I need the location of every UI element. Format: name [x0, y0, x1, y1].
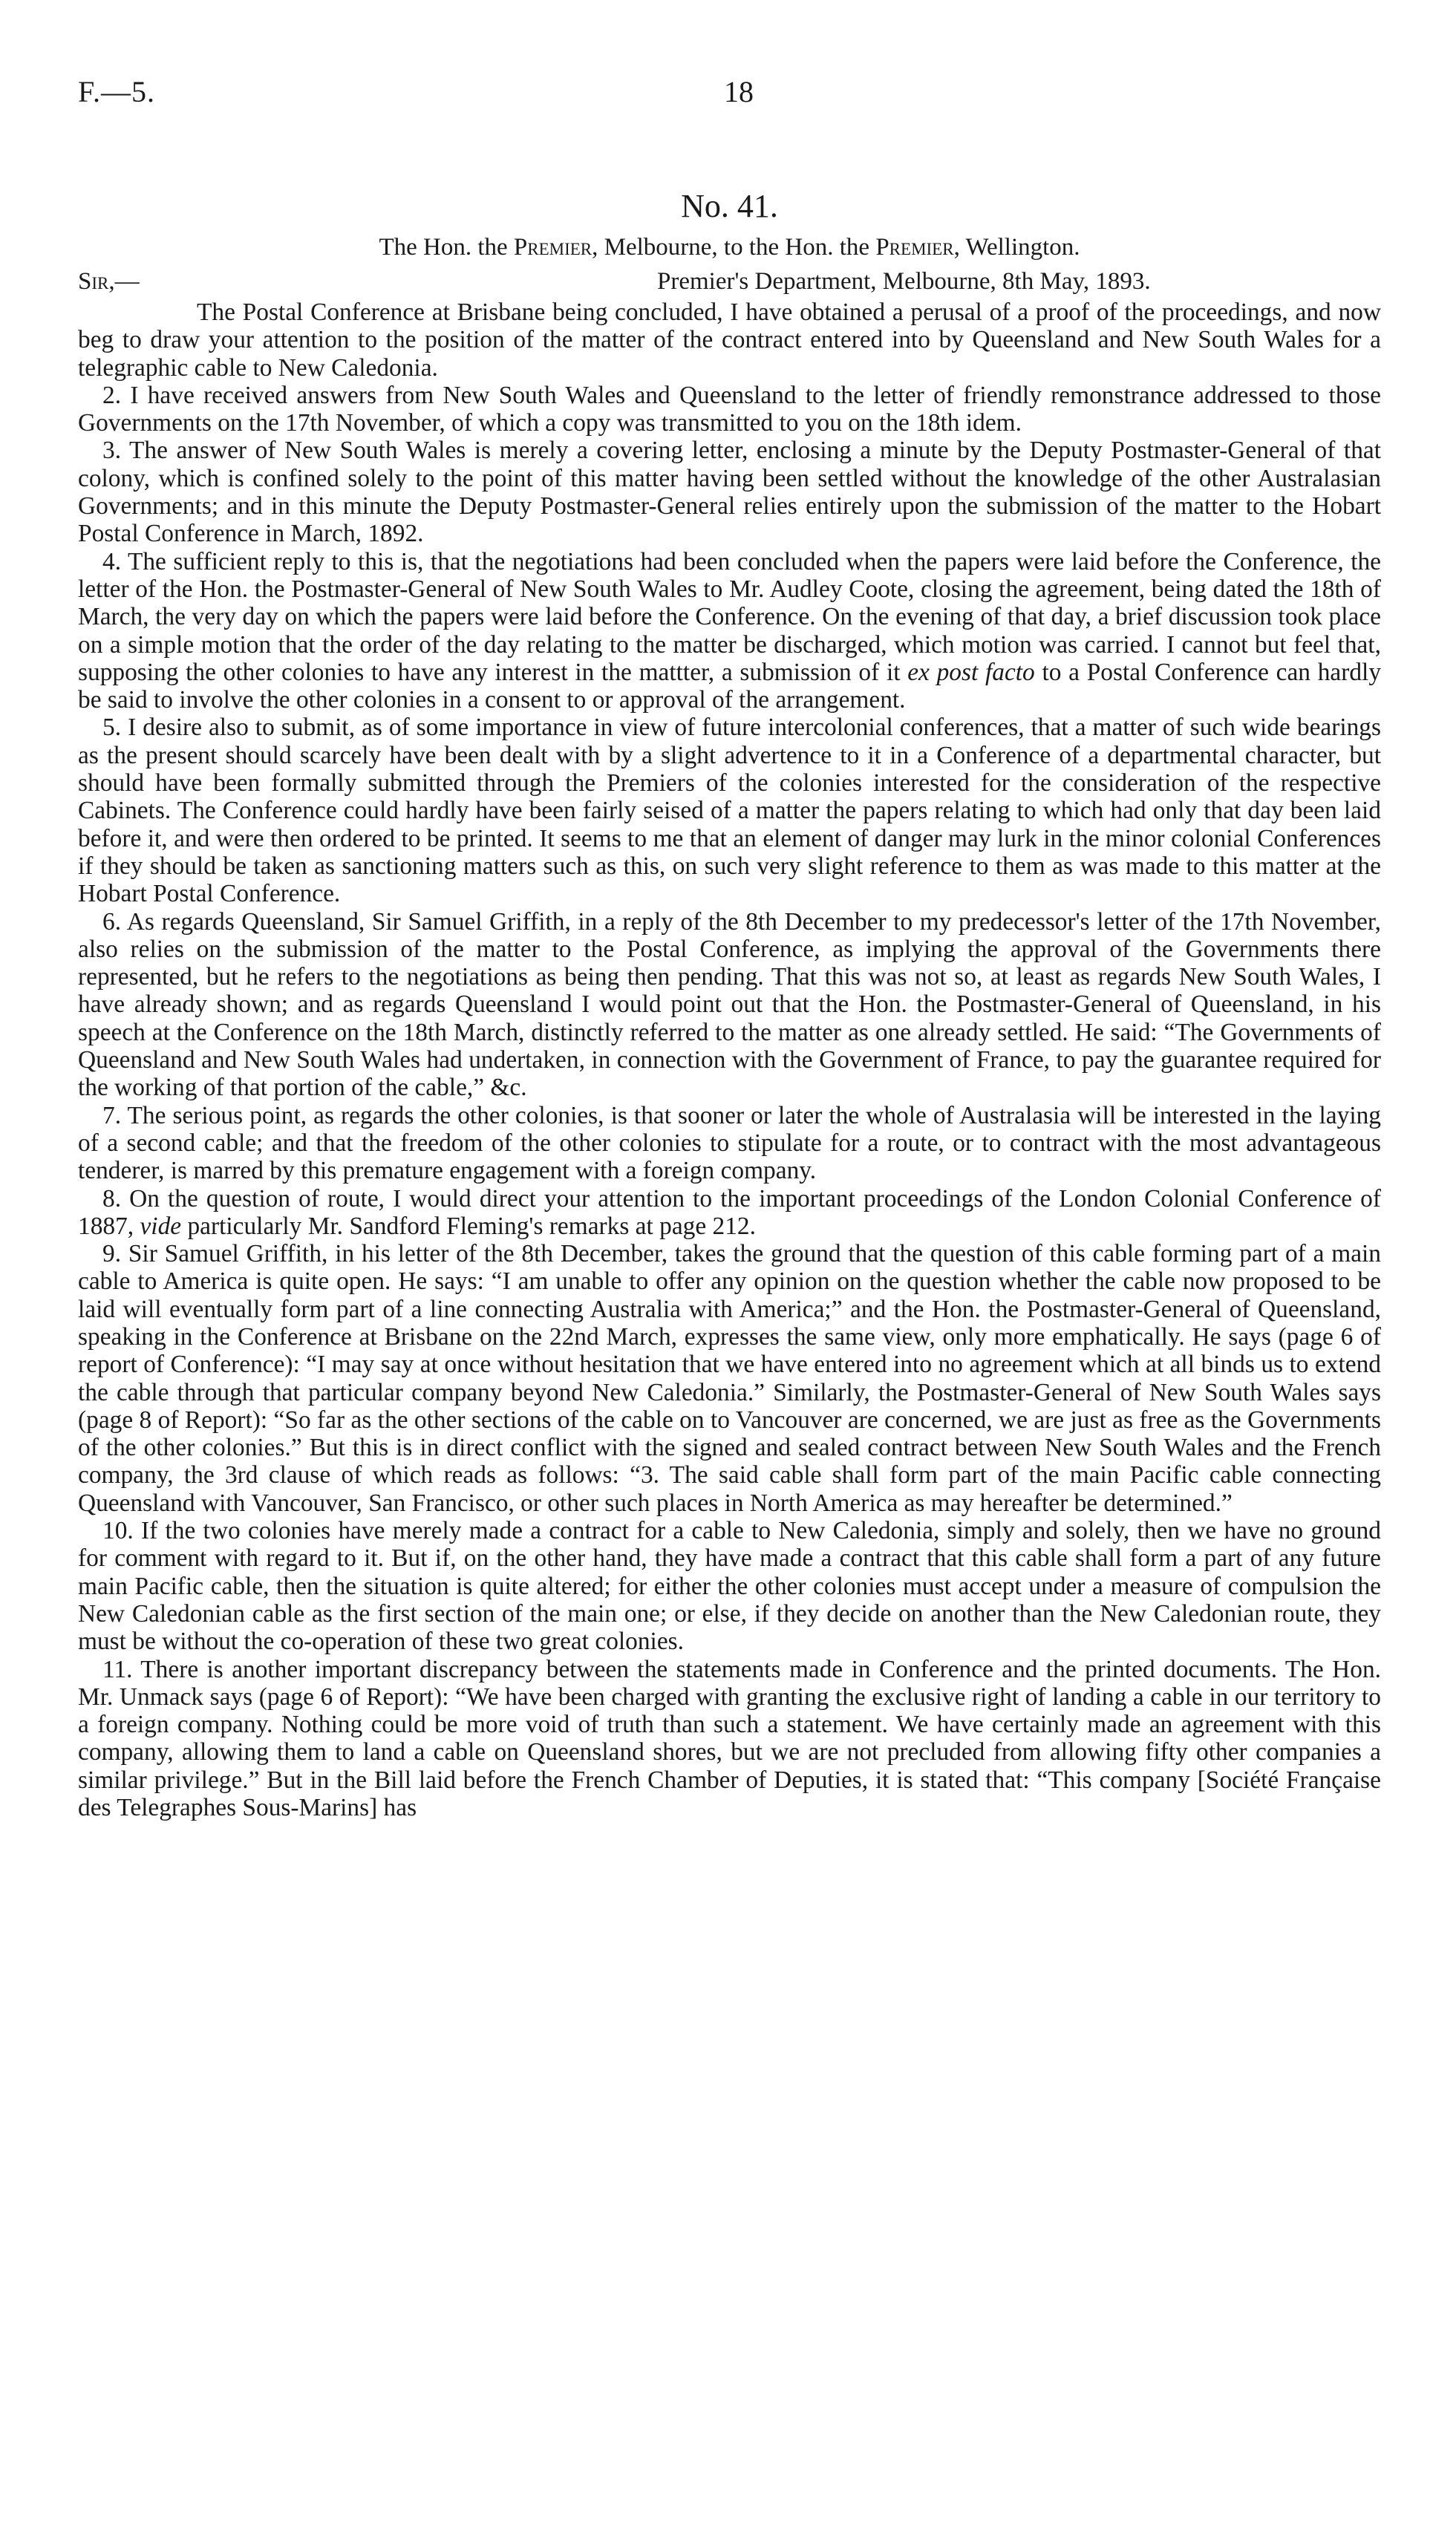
- paragraph: 9. Sir Samuel Griffith, in his letter of the 8th December, takes the ground that the question of this cable forming part of a main cable to America is quite open. He says: “I am unable to offer any opinion on the question whether the cable now proposed to be laid will eventually form part of a line connecting Australia with America;” and the Hon. the Postmaster-General of Queensland, speaking in the Conference at Brisbane on the 22nd March, expresses the same view, only more emphatically. He says (page 6 of report of Conference): “I may say at once without hesitation that we have entered into no agreement which at all binds us to extend the cable through that particular company beyond New Caledonia.” Similarly, the Postmaster-General of New South Wales says (page 8 of Report): “So far as the other sections of the cable on to Vancouver are concerned, we are just as free as the Governments of the other colonies.” But this is in direct conflict with the signed and sealed contract between New South Wales and the French company, the 3rd clause of which reads as follows: “3. The said cable shall form part of the main Pacific cable connecting Queensland with Vancouver, San Francisco, or other such places in North America as may hereafter be determined.”: [78, 1240, 1381, 1517]
- latin-phrase: vide: [140, 1212, 182, 1240]
- document-reference: F.—5.: [78, 75, 156, 108]
- paragraph: 6. As regards Queensland, Sir Samuel Griffith, in a reply of the 8th December to my predecessor's letter of the 17th November, also relies on the submission of the matter to the Postal Conference, as implying the approval of the Governments there represented, but he refers to the negotiations as being then pending. That this was not so, at least as regards New South Wales, I have already shown; and as regards Queensland I would point out that the Hon. the Postmaster-General of Queensland, in his speech at the Conference on the 18th March, distinctly referred to the matter as one already settled. He said: “The Governments of Queensland and New South Wales had undertaken, in connection with the Government of France, to pay the guarantee required for the working of that portion of the cable,” &c.: [78, 907, 1381, 1102]
- latin-phrase: ex post facto: [907, 658, 1035, 686]
- salutation: Sir,—: [78, 268, 140, 295]
- addressee-prefix: The Hon. the: [379, 234, 514, 261]
- paragraph-text: 8. On the question of route, I would direct your attention to the important proceedings of the London Colonial Conference of 1887,: [78, 1184, 1381, 1240]
- addressee-middle: , Melbourne, to the Hon. the: [592, 234, 876, 261]
- paragraph-text: particularly Mr. Sandford Fleming's remarks at page 212.: [181, 1212, 756, 1240]
- paragraph: 10. If the two colonies have merely made a contract for a cable to New Caledonia, simply and solely, then we have no ground for comment with regard to it. But if, on the other hand, they have made a contract that this cable shall form a part of any future main Pacific cable, then the situation is quite altered; for either the other colonies must accept under a measure of compulsion the New Caledonian cable as the first section of the main one; or else, if they decide on another than the New Caledonian route, they must be without the co-operation of these two great colonies.: [78, 1517, 1381, 1656]
- addressee-line: [78, 230, 1381, 264]
- paragraph: 11. There is another important discrepancy between the statements made in Conference and the printed documents. The Hon. Mr. Unmack says (page 6 of Report): “We have been charged with granting the exclusive right of landing a cable in our territory to a foreign company. Nothing could be more void of truth than such a statement. We have certainly made an agreement with this company, allowing them to land a cable on Queensland shores, but we are not precluded from allowing fifty other companies a similar privilege.” But in the Bill laid before the French Chamber of Deputies, it is stated that: “This company [Société Française des Telegraphes Sous-Marins] has: [78, 1655, 1381, 1822]
- paragraph: [78, 548, 1381, 714]
- paragraph: 5. I desire also to submit, as of some importance in view of future intercolonial conferences, that a matter of such wide bearings as the present should scarcely have been dealt with by a slight advertence to it in a Conference of a departmental character, but should have been formally submitted through the Premiers of the colonies interested for the consideration of the respective Cabinets. The Conference could hardly have been fairly seised of a matter the papers relating to which had only that day been laid before it, and were then ordered to be printed. It seems to me that an element of danger may lurk in the minor colonial Conferences if they should be taken as sanctioning matters such as this, on such very slight reference to them as was made to this matter at the Hobart Postal Conference.: [78, 714, 1381, 908]
- paragraph: [78, 1185, 1381, 1241]
- salutation-row: [78, 264, 1381, 298]
- paragraph: 2. I have received answers from New South Wales and Queensland to the letter of friendly remonstrance addressed to those Governments on the 17th November, of which a copy was transmitted to you on the 18th idem.: [78, 381, 1381, 437]
- paragraph-text: to a Postal Conference can hardly be said to involve the other colonies in a consent to or approval of the arrangement.: [78, 658, 1382, 714]
- document-page: [78, 63, 1381, 1821]
- paragraph-text: 4. The sufficient reply to this is, that the negotiations had been concluded when the papers were laid before the Conference, the letter of the Hon. the Postmaster-General of New South Wales to Mr. Audley Coote, closing the agreement, being dated the 18th of March, the very day on which the papers were laid before the Conference. On the evening of that day, a brief discussion took place on a simple motion that the order of the day relating to the matter be discharged, which motion was carried. I cannot but feel that, supposing the other colonies to have any interest in the mattter, a submission of it: [78, 547, 1381, 686]
- letter-body: [78, 298, 1381, 1821]
- paragraph: 7. The serious point, as regards the other colonies, is that sooner or later the whole of Australasia will be interested in the laying of a second cable; and that the freedom of the other colonies to stipulate for a route, or to contract with the most advantageous tenderer, is marred by this premature engagement with a foreign company.: [78, 1101, 1381, 1185]
- page-header: [78, 63, 1381, 115]
- page-number: 18: [724, 75, 754, 108]
- addressee-suffix: , Wellington.: [953, 234, 1080, 261]
- place-and-date: Premier's Department, Melbourne, 8th May, 1893.: [657, 268, 1151, 295]
- document-number: No. 41.: [681, 188, 778, 224]
- paragraph: The Postal Conference at Brisbane being concluded, I have obtained a perusal of a proof of the proceedings, and now beg to draw your attention to the position of the matter of the contract entered into by Queensland and New South Wales for a telegraphic cable to New Caledonia.: [78, 298, 1381, 382]
- from-title: Premier: [513, 234, 592, 261]
- to-title: Premier: [875, 234, 954, 261]
- paragraph: 3. The answer of New South Wales is merely a covering letter, enclosing a minute by the Deputy Postmaster-General of that colony, which is confined solely to the point of this matter having been settled without the knowledge of the other Australasian Governments; and in this minute the Deputy Postmaster-General relies entirely upon the submission of the matter to the Hobart Postal Conference in March, 1892.: [78, 437, 1381, 548]
